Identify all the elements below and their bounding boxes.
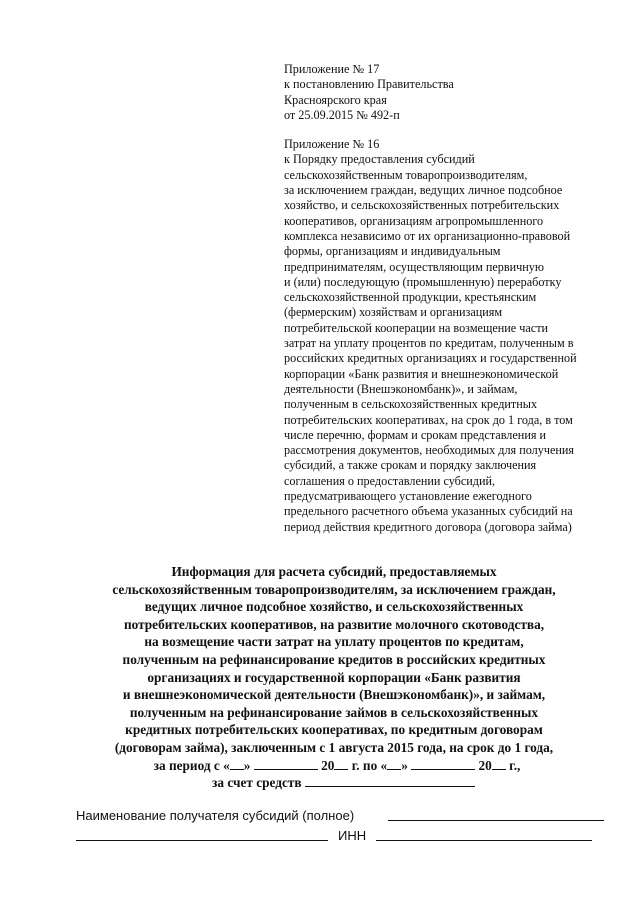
appendix-16-line: хозяйство, и сельскохозяйственных потребительских [284, 198, 560, 213]
period-suffix: г., [509, 757, 521, 773]
inn-field[interactable] [376, 840, 592, 841]
period-quote-1: » [243, 757, 251, 773]
recipient-section [76, 806, 616, 846]
recipient-inn-row [76, 826, 616, 846]
period-quote-2: » [401, 757, 408, 773]
recipient-name-continuation-field[interactable] [76, 840, 328, 841]
appendix-16-line: Приложение № 16 [284, 137, 380, 152]
appendix-16-line: период действия кредитного договора (договора займа) [284, 519, 572, 534]
appendix-16-line: за исключением граждан, ведущих личное подсобное [284, 183, 563, 198]
document-title [60, 563, 608, 792]
period-line [60, 757, 608, 775]
period-year-2: 20 [478, 757, 492, 773]
funds-line [60, 774, 608, 792]
appendix-16-line: комплекса независимо от их организационно-правовой [284, 228, 571, 243]
title-line: на возмещение части затрат на уплату процентов по кредитам, [144, 634, 524, 650]
period-start-month-blank [254, 757, 318, 770]
appendix-16-line: российских кредитных организациях и государственной [284, 351, 577, 366]
period-year-1: 20 [321, 757, 335, 773]
funds-blank [305, 774, 475, 787]
appendix-16-line: к Порядку предоставления субсидий [284, 152, 475, 167]
period-end-year-blank [492, 757, 506, 770]
title-line: и внешнеэкономической деятельности (Внешэкономбанк)», и займам, [122, 687, 546, 703]
appendix-17-line: к постановлению Правительства [284, 77, 454, 92]
appendix-16-line: и (или) последующую (промышленную) переработку [284, 274, 562, 289]
appendix-16-line: корпорации «Банк развития и внешнеэкономической [284, 366, 559, 381]
appendix-16-line: соглашения о предоставлении субсидий, [284, 473, 496, 488]
recipient-name-row [76, 806, 616, 826]
title-line: ведущих личное подсобное хозяйство, и сельскохозяйственных [144, 599, 524, 615]
period-prefix: за период с « [153, 757, 230, 773]
appendix-16-line: предельного расчетного объема указанных субсидий на [284, 504, 573, 519]
appendix-16-line: рассмотрения документов, необходимых для получения [284, 443, 575, 458]
period-end-day-blank [387, 757, 401, 770]
appendix-16-line: сельскохозяйственным товаропроизводителям, [284, 167, 528, 182]
appendix-16-line: сельскохозяйственной продукции, крестьянским [284, 290, 537, 305]
title-lines [60, 563, 608, 757]
inn-label: ИНН [338, 828, 367, 843]
appendix-17 [284, 62, 604, 123]
funds-label: за счет средств [212, 775, 302, 791]
period-start-day-blank [230, 757, 244, 770]
recipient-name-label: Наименование получателя субсидий (полное) [76, 808, 355, 823]
appendix-16-line: числе перечню, формам и срокам представления и [284, 427, 547, 442]
title-line: Информация для расчета субсидий, предоставляемых [171, 564, 497, 579]
appendix-16-line: (фермерским) хозяйствам и организациям [284, 305, 503, 320]
recipient-name-field[interactable] [388, 820, 604, 821]
appendix-16-line: субсидий, а также срокам и порядку заключения [284, 458, 537, 473]
appendix-17-line: Приложение № 17 [284, 62, 380, 76]
title-line: сельскохозяйственным товаропроизводителям, за исключением граждан, [112, 581, 556, 597]
appendix-16-line: предпринимателям, осуществляющим первичную [284, 259, 544, 274]
appendix-16-line: деятельности (Внешэкономбанк)», и займам, [284, 381, 518, 396]
appendix-16-line: предусматривающего установление ежегодного [284, 489, 532, 504]
title-line: потребительских кооперативов, на развитие молочного скотоводства, [123, 616, 545, 632]
title-line: кредитных потребительских кооперативах, по кредитным договорам [125, 722, 543, 738]
appendix-17-line: Красноярского края [284, 92, 387, 107]
appendix-16-line: кооперативов, организациям агропромышленного [284, 213, 544, 228]
appendix-block [284, 62, 604, 535]
period-start-year-blank [334, 757, 348, 770]
period-end-month-blank [411, 757, 475, 770]
appendix-16 [284, 137, 604, 535]
appendix-16-line: потребительских кооперативах, на срок до 1 года, в том [284, 412, 573, 427]
appendix-16-line: полученным в сельскохозяйственных кредитных [284, 397, 538, 412]
appendix-16-line: затрат на уплату процентов по кредитам, полученным в [284, 336, 574, 351]
title-line: полученным на рефинансирование займов в сельскохозяйственных [129, 704, 539, 720]
period-mid: г. по « [351, 757, 388, 773]
title-line: (договорам займа), заключенным с 1 августа 2015 года, на срок до 1 года, [114, 739, 554, 755]
appendix-16-line: формы, организациям и индивидуальным [284, 244, 501, 259]
title-line: полученным на рефинансирование кредитов в российских кредитных [122, 651, 546, 667]
appendix-17-line: от 25.09.2015 № 492-п [284, 107, 400, 122]
appendix-16-line: потребительской кооперации на возмещение части [284, 320, 549, 335]
title-line: организациях и государственной корпорации «Банк развития [147, 669, 521, 685]
